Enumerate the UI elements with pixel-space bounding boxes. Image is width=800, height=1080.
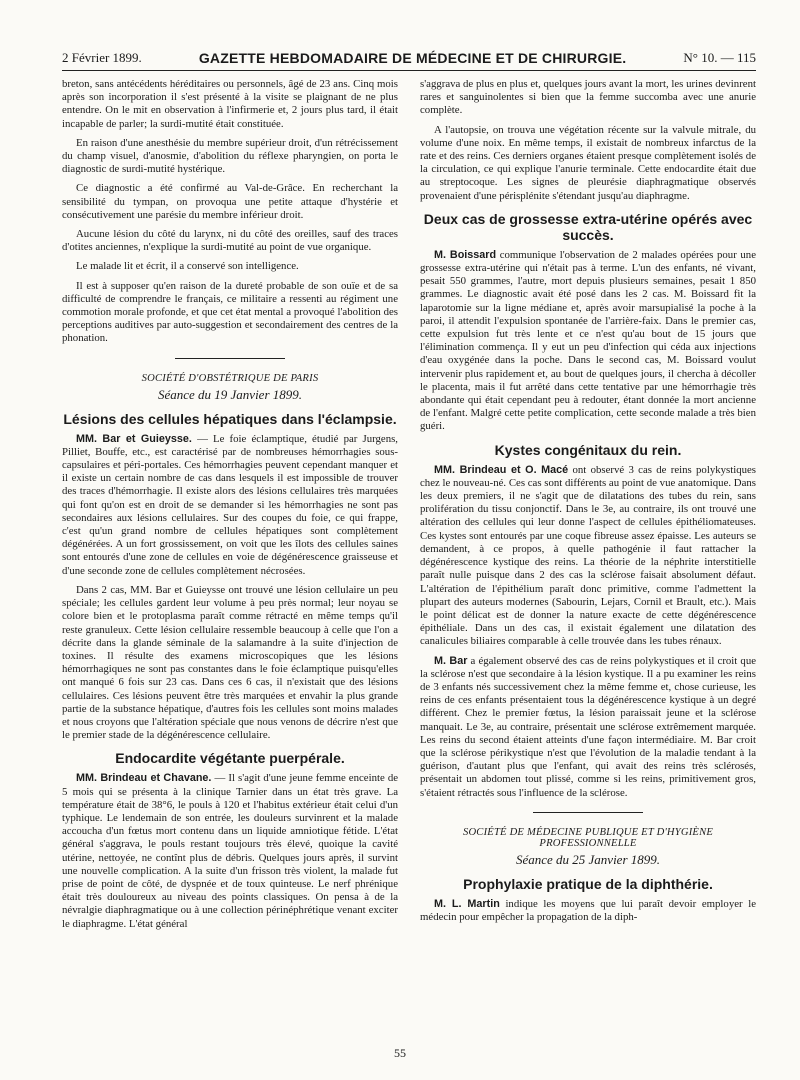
author-names: MM. Bar et Guieysse. (76, 432, 192, 445)
running-header (62, 40, 756, 71)
society-heading: SOCIÉTÉ D'OBSTÉTRIQUE DE PARIS (141, 372, 319, 384)
article-text: communique l'observation de 2 malades opérées pour une grossesse extra-utérine qui n'était pas à terme. L'un des enfants, né vivant, pesait 550 grammes, l'autre, mort depuis plusieurs semaines, pesait 1 850 grammes. Le diagnostic avait été posé dans les 2 cas. M. Boissard fit la laparotomie sur la ligne médiane et, après avoir marsupialisé la poche à la paroi, il attendit l'expulsion spontanée de l'arrière-faix. Dans le premier cas, cette expulsion fut très lente et ce n'est qu'au bout de 15 jours que l'élimination commença. Il y eut un peu d'infection qui céda aux injections d'eau oxygénée dans la poche. Dans le second cas, M. Boissard voulut intervenir plus rapidement et, au bout de quelques jours, il chercha à décoller le placenta, mais il fut arrêté dans cette tentative par une hémorrhagie très abondante qui était cependant peu à redouter, étant donnée la mort ancienne de l'enfant. Malgré cette petite complication, cette seconde malade a très bien guéri. (420, 248, 756, 433)
paragraph: En raison d'une anesthésie du membre supérieur droit, d'un rétrécissement du champ visuel, d'anosmie, d'abolition du réflexe pharyngien, on porta le diagnostic de surdi-mutité hystérique. (62, 136, 398, 176)
session-date: Séance du 19 Janvier 1899. (157, 386, 303, 402)
paragraph: Il est à supposer qu'en raison de la dureté probable de son ouïe et de sa difficulté de comprendre le français, ce militaire a ressenti au régiment une commotion morale profonde, et que cet état mental a provoqué l'abolition des perceptions auditives par auto-suggestion et secondairement des centres de la phonation. (62, 279, 398, 345)
society-heading: SOCIÉTÉ DE MÉDECINE PUBLIQUE ET D'HYGIÈNE PROFESSIONNELLE (462, 826, 714, 849)
article-title: Kystes congénitaux du rein. (494, 441, 682, 458)
page-number: 55 (394, 1046, 406, 1060)
article-text: — Le foie éclamptique, étudié par Jurgens, Pilliet, Bouffe, etc., est caractérisé par de nombreuses hémorrhagies sous-capsulaires et péri-portales. Ces hémorrhagies peuvent cependant manquer et il existe un certain nombre de cas dans lesquels il est impossible de trouver des traces d'hémorrhagie. Il existe alors des lésions cellulaires très marquées qui font qu'on est en droit de se demander si les hémorrhagies ne sont pas secondaires aux lésions cellulaires. Sur des coupes du foie, ce qui frappe, c'est qu'un grand nombre de cellules hépatiques sont complètement dégénérées. A un fort grossissement, on voit que les îlots des cellules saines sont entourés d'une zone de cellules en voie de dégénérescence graisseuse et d'une seconde zone de cellules complètement nécrosées. (62, 432, 398, 577)
paragraph: Ce diagnostic a été confirmé au Val-de-Grâce. En recherchant la sensibilité du tympan, on provoqua une petite attaque d'hystérie et consécutivement une parésie du membre inférieur droit. (62, 182, 398, 221)
left-column (62, 78, 398, 1036)
two-column-body (62, 78, 756, 1036)
paragraph: Le malade lit et écrit, il a conservé son intelligence. (76, 260, 299, 273)
article-text: indique les moyens que lui paraît devoir employer le médecin pour empêcher la propagation de la diph- (420, 897, 756, 923)
article-text: a également observé des cas de reins polykystiques et il croit que la sclérose n'est que secondaire à la lésion kystique. Il a pu examiner les reins de 3 enfants nés successivement chez la même femme et, chose curieuse, les reins de ces enfants présentaient tous la dégénérescence kystique à un degré différent. Chez le premier fœtus, la lésion paraissait jeune et la sclérose manquait. Le 3e, au contraire, présentait une sclérose extrêmement marquée. Les reins du second étaient atteints d'une façon intermédiaire. M. Bar croit que la sclérose périkystique n'est que l'évolution de la maladie tendant à la guérison, d'autant plus que l'enfant, qui avait des reins très sclérosés, présentait un abdomen tout plissé, comme si les reins, primitivement gros, s'étaient rétractés sous l'influence de la sclérose. (420, 654, 756, 799)
article-text: — Il s'agit d'une jeune femme enceinte de 5 mois qui se présenta à la clinique Tarnier dans un état très grave. La température était de 38°6, le pouls à 120 et l'habitus extérieur était celui d'un typhique. Le lendemain de son entrée, les douleurs survinrent et la malade accoucha d'un fœtus mort contenu dans un liquide amniotique fétide. L'état général s'aggrava, le pouls restant toujours très élevé, quoique la cavité utérine, nettoyée, ne contînt plus de débris. Quelques jours après, il survint une nouvelle complication. A la suite d'un frisson très violent, la malade fut prise de point de côté, de dyspnée et de toux quinteuse. Le nerf phrénique était très douloureux au niveau des points classiques. On pensa à de la névralgie diaphragmatique ou à une collection périnéphrétique venant exciter le diaphragme. L'état général (62, 772, 398, 930)
article-title: Prophylaxie pratique de la diphthérie. (463, 875, 713, 892)
article-title: Deux cas de grossesse extra-utérine opérés avec succès. (423, 210, 753, 243)
paragraph: Dans 2 cas, MM. Bar et Guieysse ont trouvé une lésion cellulaire un peu spéciale; les cellules gardent leur volume à peu près normal; leur noyau se colore bien et le protoplasma paraît comme rétracté en même temps qu'il reste granuleux. Cette lésion cellulaire ressemble beaucoup à celle que l'on a décrite dans la glande séminale de la salamandre à la suite d'injection de toxines. Il résulte des examens microscopiques que les lésions hémorrhagiques ne sont pas constantes dans le foie éclamptique puisqu'elles ont manqué 6 fois sur 23 cas. Dans ces 6 cas, il n'existait que des lésions cellulaires. Ces lésions peuvent être très marquées et envahir la plus grande partie de la substance hépatique, d'autres fois les cellules sont moins malades et nous croyons que l'altération spéciale que nous venons de décrire n'est que le premier stade de la dégénérescence cellulaire. (62, 583, 398, 742)
issue-page: N° 10. — 115 (683, 50, 756, 65)
right-column (420, 78, 756, 1036)
section-divider (533, 812, 643, 813)
author-names: MM. Brindeau et O. Macé (434, 463, 569, 476)
journal-title: GAZETTE HEBDOMADAIRE DE MÉDECINE ET DE CHIRURGIE. (198, 50, 627, 66)
paragraph: s'aggrava de plus en plus et, quelques jours avant la mort, les urines devinrent rares et sanguinolentes si bien que la femme succomba avec une anurie complète. (420, 78, 756, 117)
paragraph: Aucune lésion du côté du larynx, ni du côté des oreilles, sauf des traces d'otites anciennes, n'explique la surdi-mutité au point de vue organique. (62, 228, 398, 254)
article-title: Lésions des cellules hépatiques dans l'éclampsie. (63, 410, 397, 427)
session-date: Séance du 25 Janvier 1899. (515, 851, 661, 867)
section-divider (175, 358, 285, 359)
header-date: 2 Février 1899. (62, 50, 142, 65)
article-text: ont observé 3 cas de reins polykystiques chez le nouveau-né. Ces cas sont différents au point de vue anatomique. Dans les deux premiers, il ne s'agit que de dilatations des tubes du rein, sans prolifération du tissu conjonctif. Dans le 3e, au contraire, ils ont trouvé une altération des cellules qui leur donne l'aspect de cellules épithéliomateuses. Ces kystes sont entourés par une coque fibreuse assez épaisse. Les auteurs se demandent, à ce propos, à quelle pathogénie il faut rattacher la dégénérescence kystique des reins. La théorie de la néphrite interstitielle paraît nulle puisque dans 2 des cas la sclérose faisait absolument défaut. L'altération de l'épithélium paraît donc primitive, comme l'admettent la plupart des auteurs modernes (Sabourin, Lejars, Cornil et Brault, etc.). Mais le point délicat est de donner la nature exacte de cette dégénérescence épithéliale. Dans un des cas, il existait également une dilatation des canalicules biliaires comparable à celle trouvée dans les tubes rénaux. (420, 463, 756, 648)
article-title: Endocardite végétante puerpérale. (115, 750, 345, 767)
author-names: M. L. Martin (434, 897, 500, 910)
author-names: M. Bar (434, 654, 468, 667)
paragraph: A l'autopsie, on trouva une végétation récente sur la valvule mitrale, du volume d'une noix. En même temps, il existait de nombreux infarctus de la rate et des reins. Ces derniers organes étaient presque complètement isolés de la circulation, ce qui explique l'anurie terminale. Cette endocardite était due au streptocoque. Les signes de pleurésie diaphragmatique observés provenaient d'une périsplénite s'étendant jusqu'au diaphragme. (420, 123, 756, 202)
paragraph: breton, sans antécédents héréditaires ou personnels, âgé de 23 ans. Cinq mois après son incorporation il s'est présenté à la visite se plaignant de ne plus entendre. On le mit en observation à l'infirmerie et, 2 jours plus tard, il était incapable de parler; la surdi-mutité était constituée. (62, 78, 398, 130)
author-names: M. Boissard (434, 248, 497, 261)
author-names: MM. Brindeau et Chavane. (76, 772, 212, 785)
